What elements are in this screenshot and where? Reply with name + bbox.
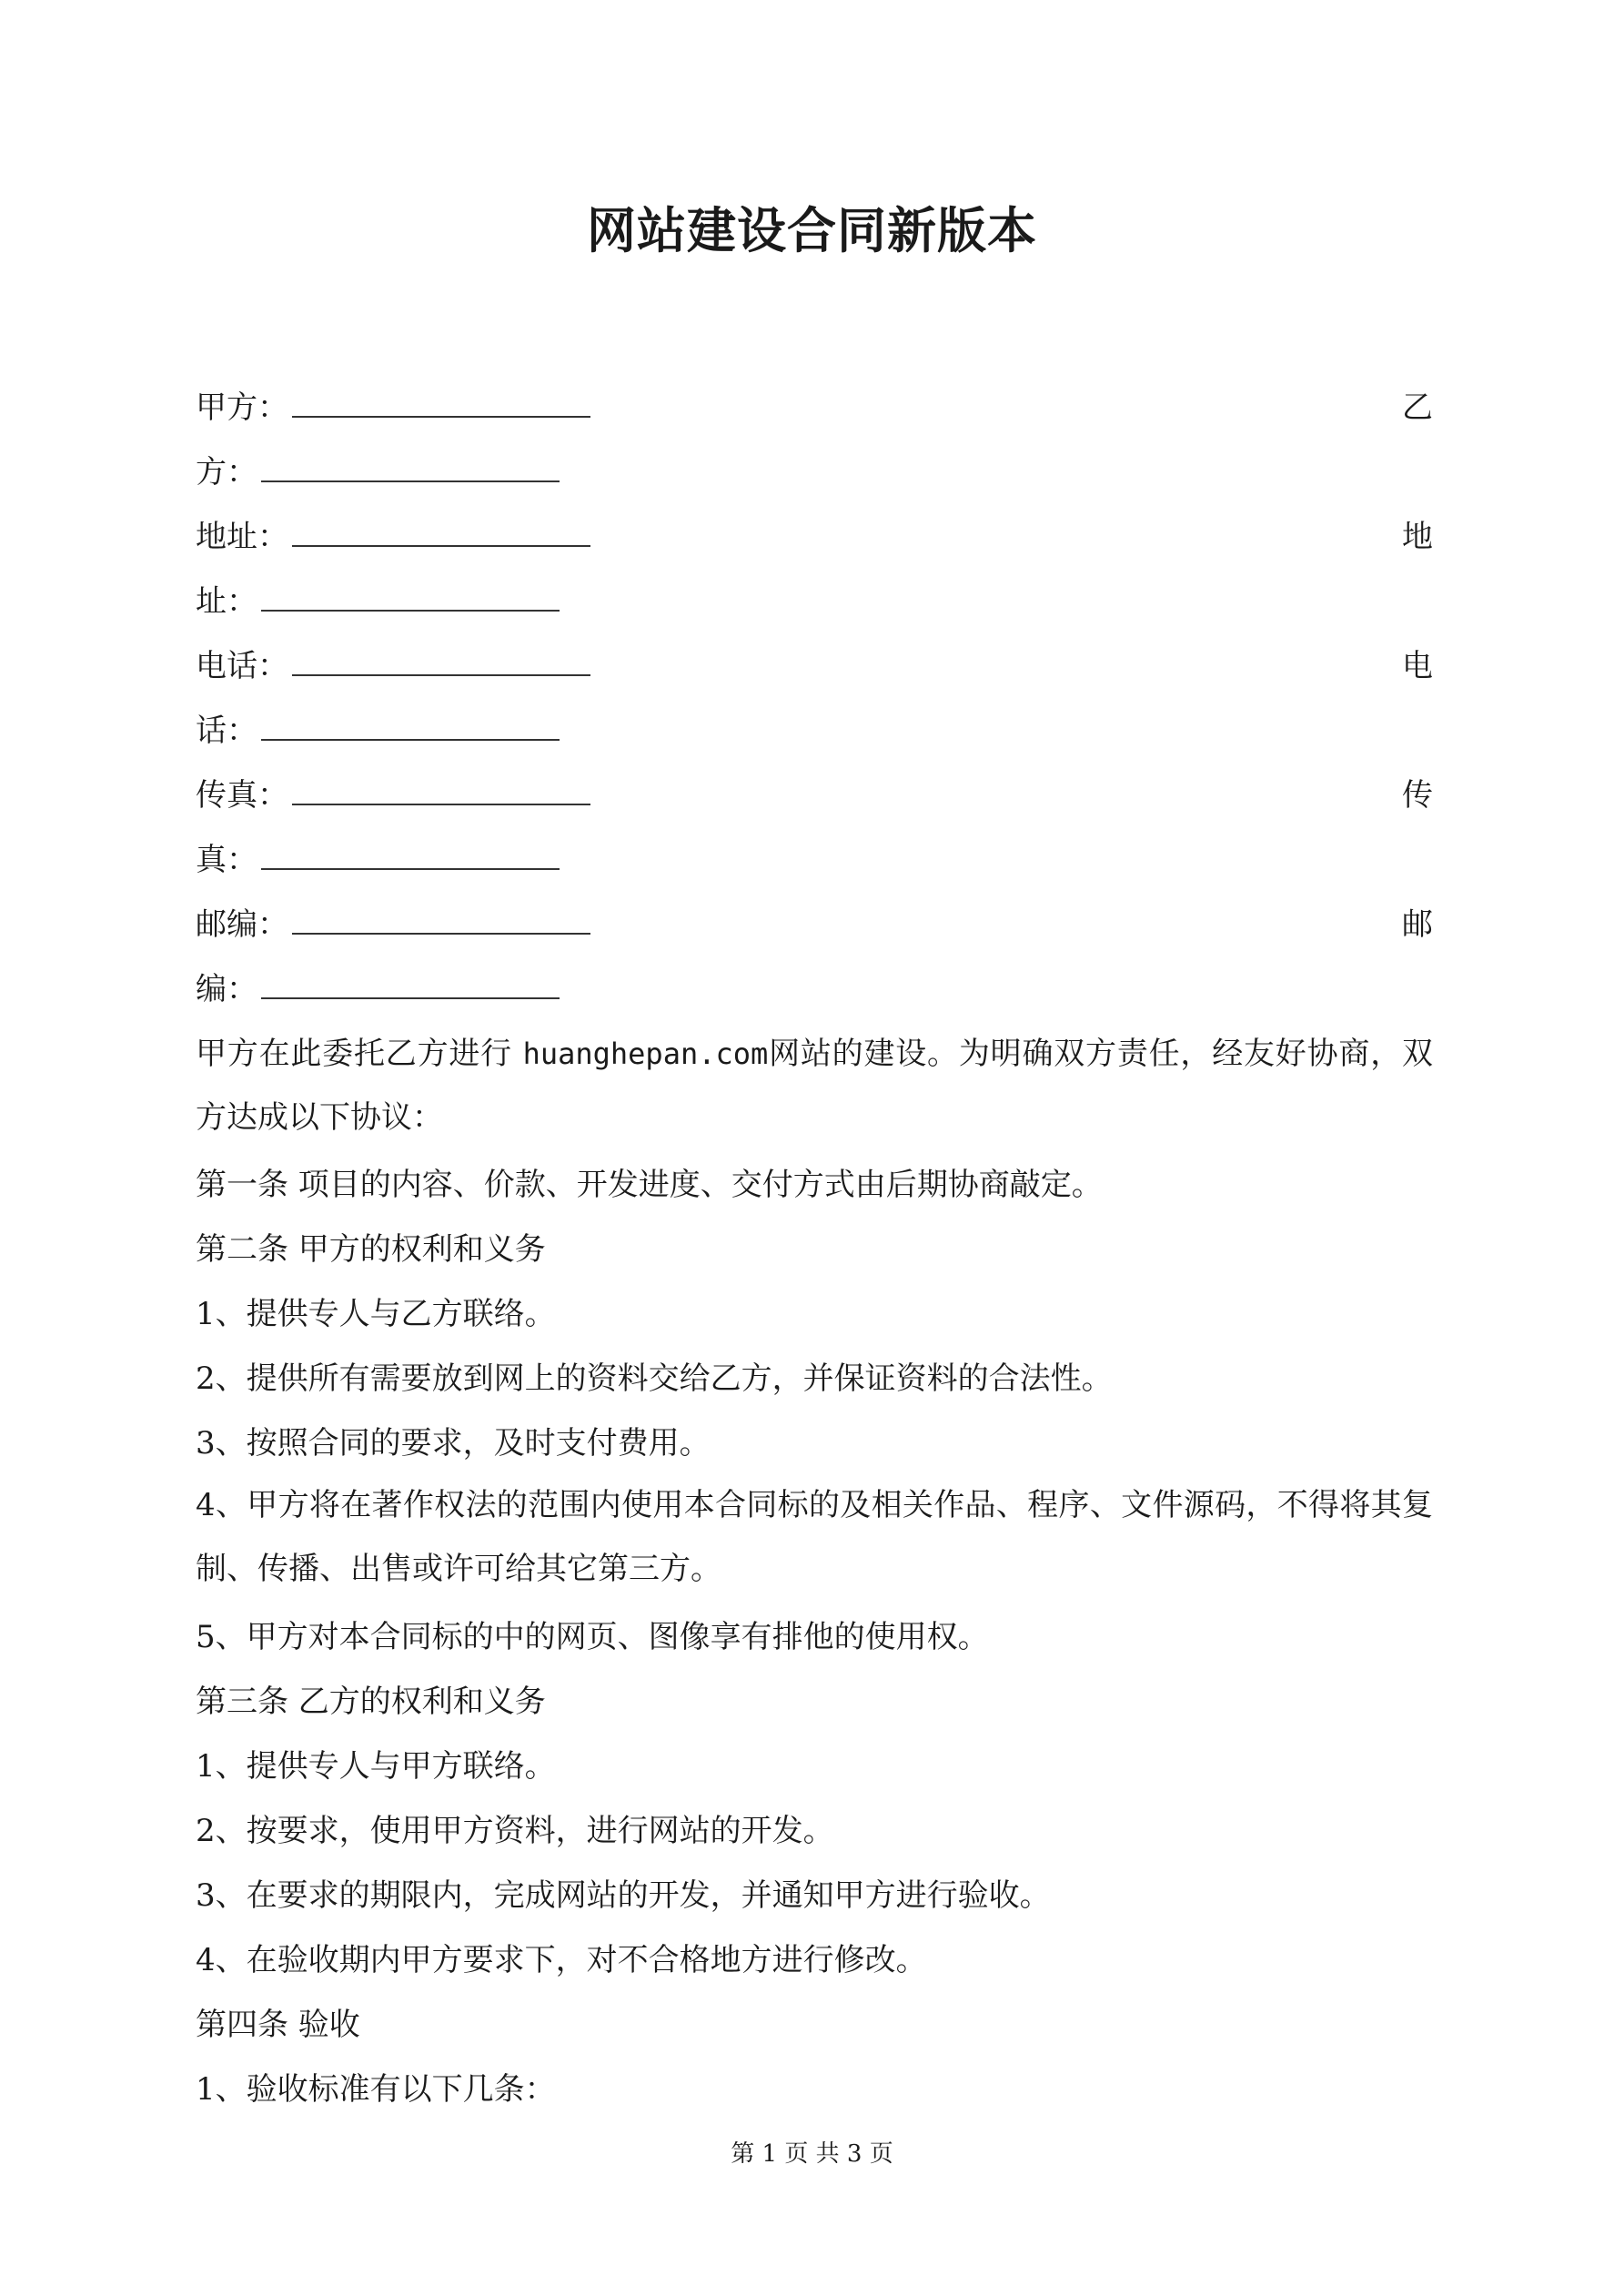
party-b-address-row (196, 579, 1433, 624)
party-a-address-row (196, 514, 1433, 560)
party-a-name-row (196, 385, 1433, 430)
clause-heading: 第二条 甲方的权利和义务 (196, 1231, 546, 1268)
clause-item: 2、提供所有需要放到网上的资料交给乙方，并保证资料的合法性。 (196, 1360, 1113, 1397)
clause-item: 4、在验收期内甲方要求下，对不合格地方进行修改。 (196, 1942, 927, 1978)
field-label-right: 邮 (1402, 906, 1433, 943)
field-label: 电话： (196, 643, 590, 689)
blank-line (292, 514, 590, 547)
field-label: 地址： (196, 514, 590, 560)
party-b-name-row (196, 450, 1433, 495)
party-a-fax-row (196, 773, 1433, 818)
field-label-right: 地 (1402, 519, 1433, 555)
clause-heading: 第四条 验收 (196, 2007, 360, 2043)
party-b-fax-row (196, 837, 1433, 883)
clause-item: 2、按要求，使用甲方资料，进行网站的开发。 (196, 1813, 834, 1849)
intro-text-continued: 网站的建设。为明确双方责任，经友好协商，双方达成以下协议： (196, 1036, 1433, 1136)
blank-line (261, 450, 560, 482)
blank-line (292, 385, 590, 418)
field-label: 邮编： (196, 902, 590, 947)
field-label: 真： (196, 837, 560, 883)
field-label: 甲方： (196, 385, 590, 430)
field-label-right: 传 (1402, 777, 1433, 814)
blank-line (292, 902, 590, 935)
party-a-phone-row (196, 643, 1433, 689)
field-label: 传真： (196, 773, 590, 818)
clause-item-paragraph: 4、甲方将在著作权法的范围内使用本合同标的及相关作品、程序、文件源码，不得将其复制、传播、出售或许可给其它第三方。 (196, 1487, 1433, 1587)
clause-item: 3、在要求的期限内，完成网站的开发，并通知甲方进行验收。 (196, 1877, 1051, 1914)
intro-text: 甲方在此委托乙方进行 (196, 1036, 523, 1072)
blank-line (261, 708, 560, 741)
field-label-right: 乙 (1402, 389, 1433, 426)
field-label: 方： (196, 450, 560, 495)
clause-item: 1、提供专人与乙方联络。 (196, 1296, 556, 1332)
party-b-zip-row (196, 966, 1433, 1012)
field-label: 话： (196, 708, 560, 754)
clause-item: 3、按照合同的要求，及时支付费用。 (196, 1425, 711, 1462)
party-a-zip-row (196, 902, 1433, 947)
field-label: 址： (196, 579, 560, 624)
clause-line: 第一条 项目的内容、价款、开发进度、交付方式由后期协商敲定。 (196, 1167, 1103, 1203)
clause-heading: 第三条 乙方的权利和义务 (196, 1684, 546, 1720)
page-footer: 第 1 页 共 3 页 (731, 2140, 893, 2168)
intro-domain: huanghepan.com (522, 1037, 769, 1071)
clause-item: 1、验收标准有以下几条： (196, 2071, 556, 2108)
party-b-phone-row (196, 708, 1433, 754)
field-label: 编： (196, 966, 560, 1012)
blank-line (261, 837, 560, 870)
document-title: 网站建设合同新版本 (587, 201, 1037, 259)
clause-item: 5、甲方对本合同标的中的网页、图像享有排他的使用权。 (196, 1619, 989, 1655)
field-label-right: 电 (1402, 648, 1433, 684)
blank-line (292, 773, 590, 805)
clause-item: 1、提供专人与甲方联络。 (196, 1748, 556, 1785)
blank-line (292, 643, 590, 676)
blank-line (261, 966, 560, 999)
intro-paragraph (196, 1022, 1433, 1149)
blank-line (261, 579, 560, 612)
